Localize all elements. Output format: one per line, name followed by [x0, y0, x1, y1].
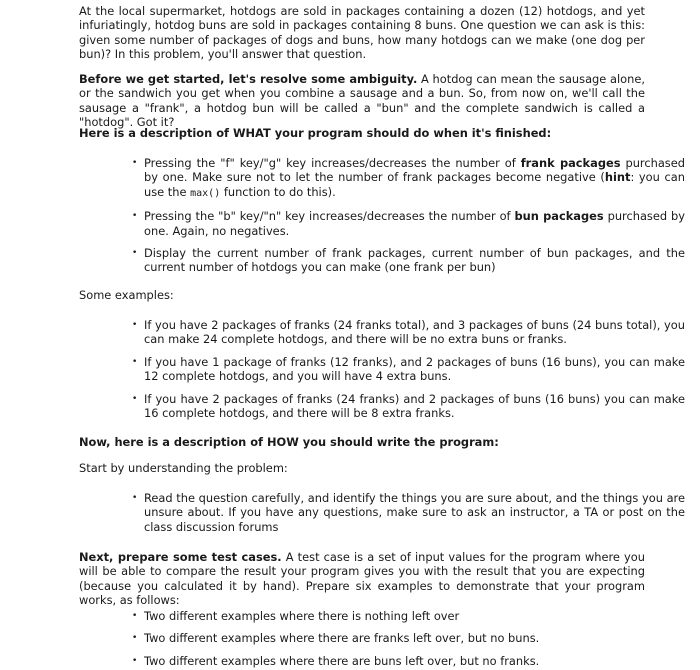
test-cases-text: A test case is a set of input values for the program where you will be able to compare the result your program gives you with the result that you are expecting (because you calculated it by hand). Prepare six examples to demonstrate that your program works, as follows: [79, 550, 645, 608]
max-code: max() [190, 187, 221, 199]
display-item-text: Display the current number of frank packages, current number of bun packages, and the current number of hotdogs you can make (one frank per bun) [144, 246, 685, 275]
read-list [92, 491, 685, 534]
frank-packages-bold: frank packages [520, 156, 621, 170]
list-item: • Two different examples where there are buns left over, but no franks. [132, 654, 685, 668]
examples-heading: Some examples: [79, 288, 174, 302]
list-item: • If you have 2 packages of franks (24 franks total), and 3 packages of buns (24 buns total), you can make 24 complete hotdogs, and there will be no extra buns or franks. [132, 318, 685, 347]
examples-list [92, 318, 685, 420]
how-heading: Now, here is a description of HOW you should write the program: [79, 435, 499, 449]
list-item: • If you have 2 packages of franks (24 franks) and 2 packages of buns (16 buns) you can make 16 complete hotdogs, and there will be 8 extra franks. [132, 392, 685, 421]
start-text: Start by understanding the problem: [79, 461, 288, 475]
bun-packages-bold: bun packages [514, 209, 604, 224]
frank-item-text-4: function to do this). [220, 184, 336, 199]
list-item: • If you have 1 package of franks (12 franks), and 2 packages of buns (16 buns), you can make 12 complete hotdogs, and you will have 4 extra buns. [132, 355, 685, 384]
list-item [132, 246, 685, 275]
frank-item-text-3: : you can use the [144, 170, 685, 199]
frank-item-text: Pressing the "f" key/"g" key increases/decreases the number of [144, 156, 521, 170]
bun-item-text: Pressing the "b" key/"n" key increases/decreases the number of [144, 209, 515, 224]
list-item: • Read the question carefully, and identify the things you are sure about, and the things you are unsure about. If you have any questions, make sure to ask an instructor, a TA or post on the class discussion forums [132, 491, 685, 534]
list-item [132, 209, 685, 238]
frank-item-text-2: purchased by one. Make sure not to let the number of frank packages become negative ( [144, 156, 685, 185]
what-heading: Here is a description of WHAT your program should do when it's finished: [79, 126, 552, 140]
test-cases-heading: Next, prepare some test cases. [79, 550, 282, 564]
hint-bold: hint [604, 170, 631, 185]
test-list [92, 609, 685, 668]
intro-paragraph: At the local supermarket, hotdogs are sold in packages containing a dozen (12) hotdogs, and yet infuriatingly, hotdog buns are sold in packages containing 8 buns. One question we can ask is this: given some number of packages of dogs and buns, how many hotdogs can we make (one dog per bun)? In this problem, you'll answer that question. [79, 4, 645, 62]
list-item [132, 156, 685, 201]
ambiguity-heading: Before we get started, let's resolve some ambiguity. [79, 72, 418, 86]
ambiguity-text: A hotdog can mean the sausage alone, or the sandwich you get when you combine a sausage and a bun. So, from now on, we'll call the sausage a "frank", a hotdog bun will be called a "bun" and the complete sandwich is called a "hotdog". Got it? [79, 72, 645, 130]
ambiguity-paragraph [79, 72, 645, 130]
test-cases-paragraph [79, 550, 645, 608]
what-list [92, 156, 685, 275]
list-item: • Two different examples where there is nothing left over [132, 609, 685, 623]
list-item: • Two different examples where there are franks left over, but no buns. [132, 631, 685, 645]
bun-item-text-2: purchased by one. Again, no negatives. [144, 209, 686, 238]
